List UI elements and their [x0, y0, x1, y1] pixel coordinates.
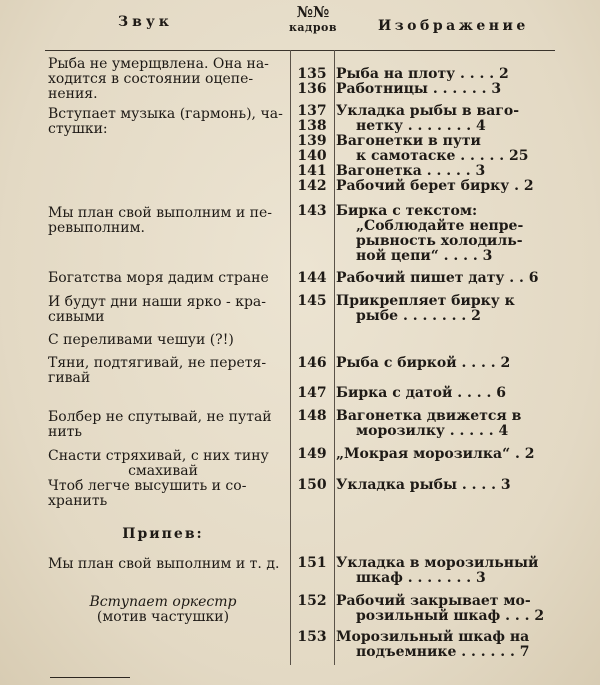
frame-number: 150: [297, 477, 327, 493]
image-line: нетку . . . . . . . 4: [356, 118, 486, 134]
image-line: Работницы . . . . . . 3: [336, 81, 502, 97]
image-line: Укладка рыбы в ваго-: [336, 103, 519, 119]
frame-number: 149: [297, 446, 327, 462]
image-line: Укладка в морозильный: [336, 555, 539, 571]
sound-line: сивыми: [48, 309, 105, 325]
frame-number: 148: [297, 408, 327, 424]
column-divider-left: [290, 50, 291, 665]
sound-line: Вступает музыка (гармонь), ча-: [48, 106, 283, 122]
image-line: к самотаске . . . . . 25: [356, 148, 529, 164]
image-line: Морозильный шкаф на: [336, 629, 530, 645]
image-line: Вагонетки в пути: [336, 133, 481, 149]
frame-number: 153: [297, 629, 327, 645]
footnote-rule: [50, 677, 130, 678]
sound-line: нить: [48, 424, 83, 440]
frame-number: 146: [297, 355, 327, 371]
frame-number: 137: [297, 103, 327, 119]
frame-number: 144: [297, 270, 327, 286]
sound-line: Мы план свой выполним и т. д.: [48, 556, 280, 572]
sound-line: Мы план свой выполним и пе-: [48, 205, 273, 221]
sound-line: Чтоб легче высушить и со-: [48, 478, 247, 494]
image-line: „Мокрая морозилка“ . 2: [336, 446, 535, 462]
header-rule: [45, 50, 555, 51]
image-line: Рыба на плоту . . . . 2: [336, 66, 509, 82]
sound-line: Богатства моря дадим стране: [48, 270, 269, 286]
image-line: Бирка с текстом:: [336, 203, 478, 219]
image-line: Рыба с биркой . . . . 2: [336, 355, 511, 371]
image-line: Рабочий пишет дату . . 6: [336, 270, 539, 286]
image-line: Бирка с датой . . . . 6: [336, 385, 506, 401]
chorus-heading: Припев:: [122, 526, 204, 542]
sound-line: нения.: [48, 86, 98, 102]
sound-line: С переливами чешуи (?!): [48, 332, 234, 348]
frame-number: 143: [297, 203, 327, 219]
image-line: рывность холодиль-: [356, 233, 523, 249]
sound-line: хранить: [48, 493, 108, 509]
frame-number: 142: [297, 178, 327, 194]
sound-line: (мотив частушки): [96, 609, 230, 625]
column-header-sound: Звук: [118, 14, 173, 30]
sound-line: Тяни, подтягивай, не перетя-: [48, 355, 267, 371]
image-line: Укладка рыбы . . . . 3: [336, 477, 511, 493]
column-header-image: Изображение: [378, 18, 529, 34]
image-line: „Соблюдайте непре-: [356, 218, 524, 234]
sound-line: ходится в состоянии оцепе-: [48, 71, 254, 87]
frame-number: 136: [297, 81, 327, 97]
image-line: ной цепи“ . . . . 3: [356, 248, 493, 264]
image-line: розильный шкаф . . . 2: [356, 608, 545, 624]
frame-number: 152: [297, 593, 327, 609]
image-line: подъемнике . . . . . . 7: [356, 644, 530, 660]
image-line: Прикрепляет бирку к: [336, 293, 515, 309]
image-line: морозилку . . . . . 4: [356, 423, 509, 439]
frame-number: 140: [297, 148, 327, 164]
image-line: рыбе . . . . . . . 2: [356, 308, 481, 324]
sound-line: Болбер не спутывай, не путай: [48, 409, 272, 425]
frame-number: 151: [297, 555, 327, 571]
column-header-frames-label: кадров: [288, 21, 338, 34]
frame-number: 147: [297, 385, 327, 401]
sound-line: Снасти стряхивай, с них тину: [48, 448, 269, 464]
sound-line: Вступает оркестр: [89, 594, 237, 610]
column-header-number-sign: №№: [296, 3, 330, 21]
sound-line: стушки:: [48, 121, 108, 137]
image-line: шкаф . . . . . . . 3: [356, 570, 486, 586]
image-line: Рабочий берет бирку . 2: [336, 178, 534, 194]
frame-number: 138: [297, 118, 327, 134]
column-divider-right: [334, 50, 335, 665]
frame-number: 135: [297, 66, 327, 82]
frame-number: 145: [297, 293, 327, 309]
frame-number: 141: [297, 163, 327, 179]
sound-line: гивай: [48, 370, 91, 386]
frame-number: 139: [297, 133, 327, 149]
sound-line: И будут дни наши ярко - кра-: [48, 294, 266, 310]
sound-line: ревыполним.: [48, 220, 145, 236]
image-line: Вагонетка движется в: [336, 408, 522, 424]
sound-line: смахивай: [128, 463, 198, 479]
column-header-frame-number: [288, 4, 338, 36]
image-line: Вагонетка . . . . . 3: [336, 163, 486, 179]
image-line: Рабочий закрывает мо-: [336, 593, 531, 609]
sound-line: Рыба не умерщвлена. Она на-: [48, 56, 269, 72]
